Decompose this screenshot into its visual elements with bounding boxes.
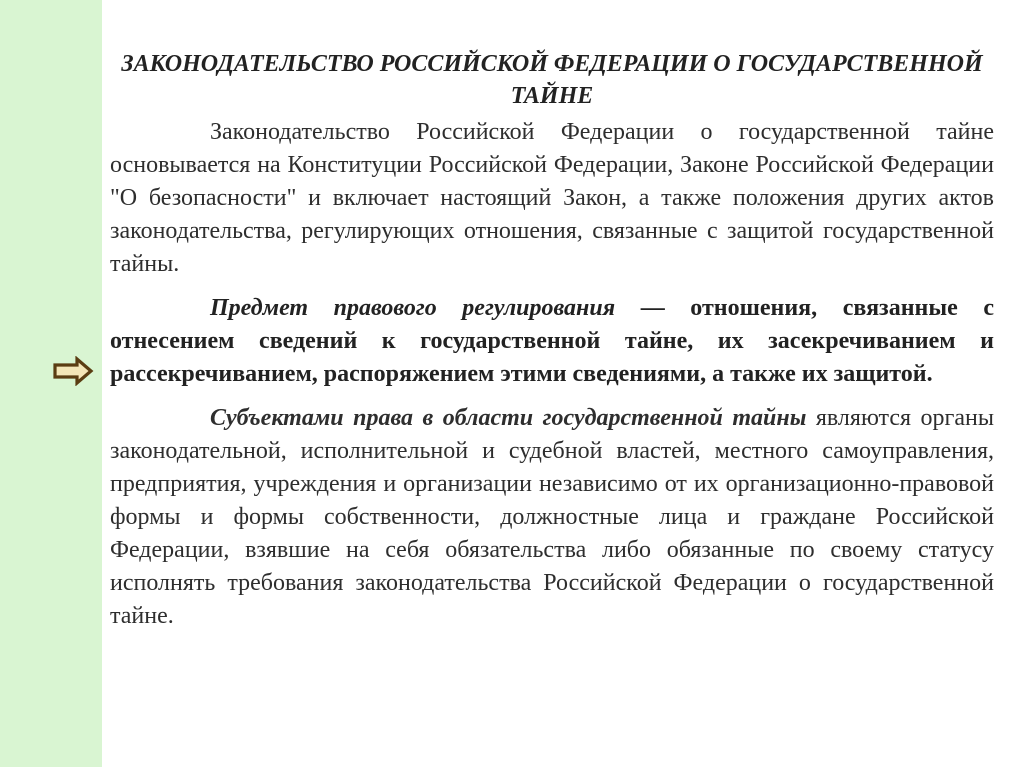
legal-subjects-text: являются органы законодательной, исполнительной и судебной властей, местного самоуправления, предприятия, учреждения и организации независимо от их организационно-правовой формы и формы собственности, должностные лица и граждане Российской Федерации, взявшие на себя обязательства либо обязанные по своему статусу исполнять требования законодательства Российской Федерации о государственной тайне. bbox=[110, 405, 995, 629]
legal-subjects-term: Субъектами права в области государственной тайны bbox=[210, 405, 807, 431]
right-arrow-icon bbox=[52, 356, 94, 386]
paragraph-regulation-subject bbox=[110, 292, 994, 391]
paragraph-legal-subjects bbox=[110, 402, 994, 633]
slide-content bbox=[110, 48, 994, 633]
regulation-subject-term: Предмет правового регулирования bbox=[210, 295, 616, 321]
page-title: ЗАКОНОДАТЕЛЬСТВО РОССИЙСКОЙ ФЕДЕРАЦИИ О ГОСУДАРСТВЕННОЙ ТАЙНЕ bbox=[121, 51, 983, 109]
regulation-subject-text: — отношения, связанные с отнесением сведений к государственной тайне, их засекречиванием и рассекречиванием, распоряжением этими сведениями, а также их защитой. bbox=[110, 295, 995, 387]
paragraph-legislation-basis: Законодательство Российской Федерации о государственной тайне основывается на Конституции Российской Федерации, Законе Российской Федерации "О безопасности" и включает настоящий Закон, а также положения других актов законодательства, регулирующих отношения, связанные с защитой государственной тайны. bbox=[110, 119, 994, 277]
